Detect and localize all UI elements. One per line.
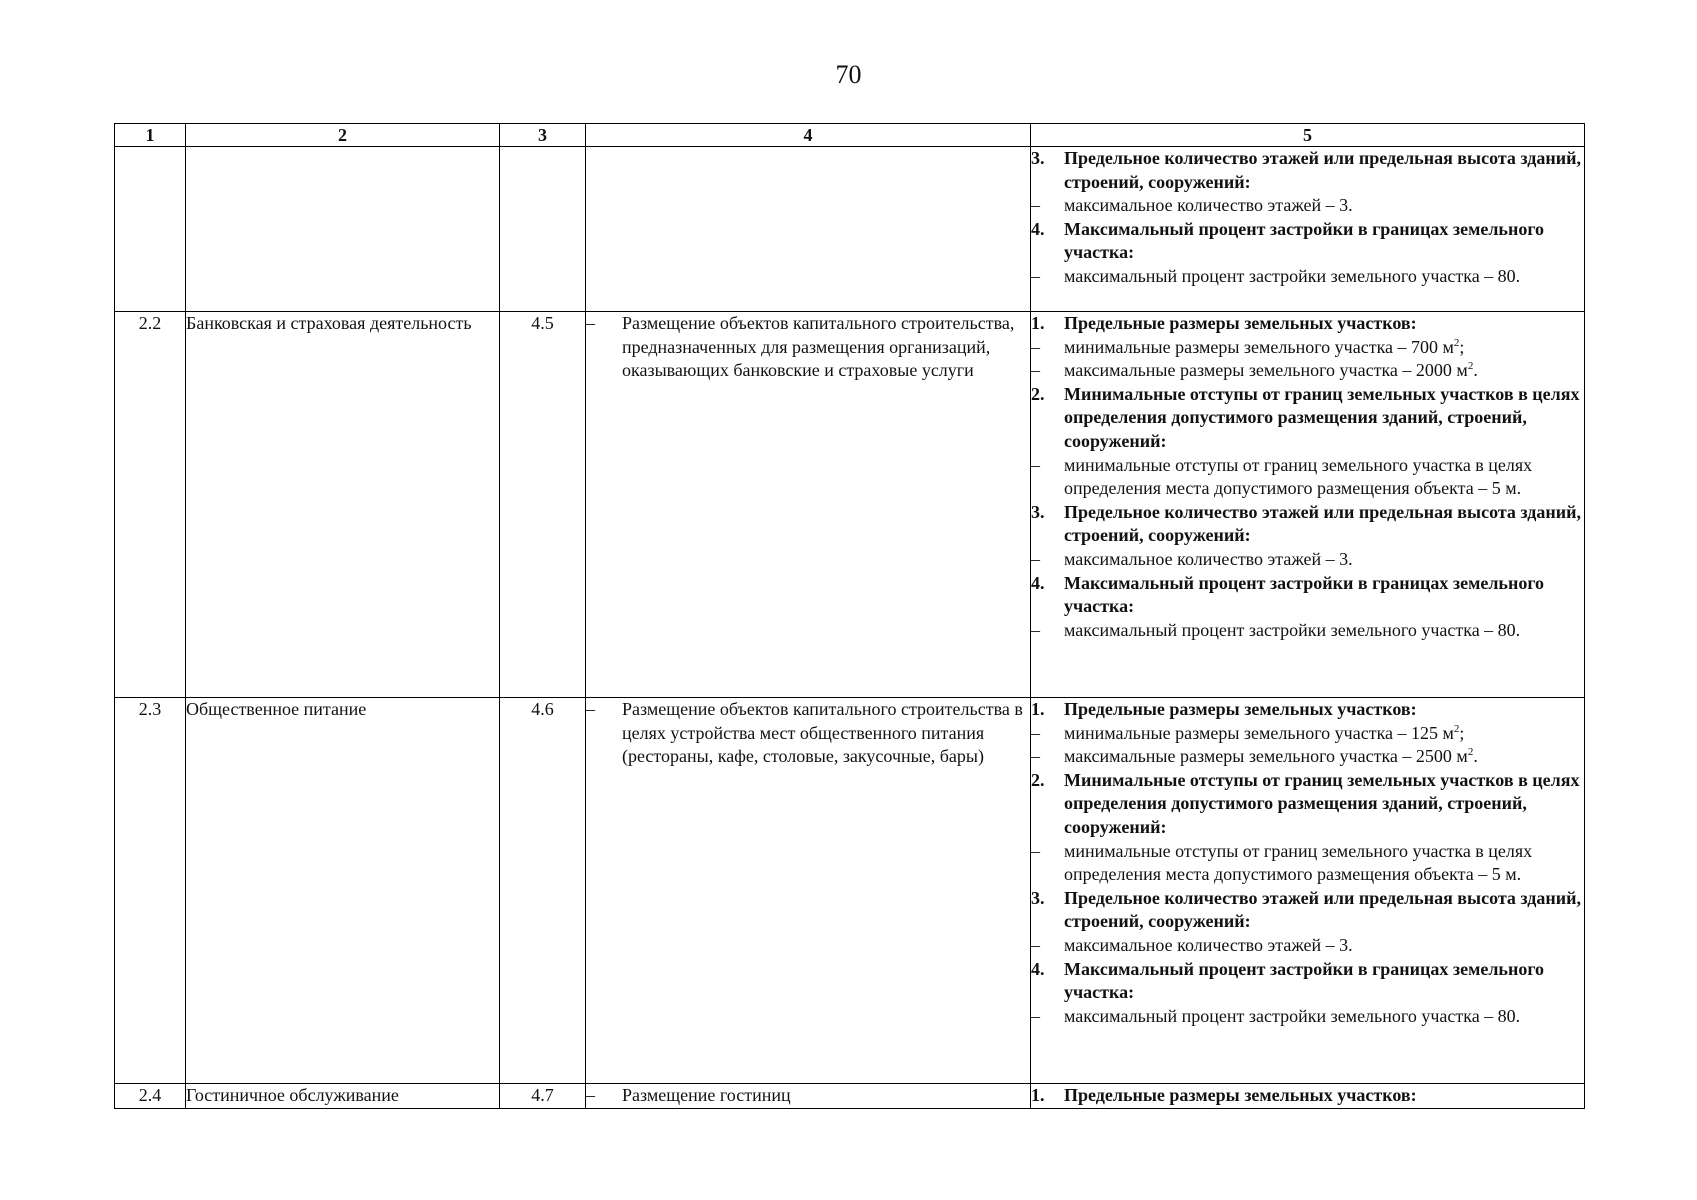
param-number: 2. — [1031, 769, 1045, 790]
param-number: 4. — [1031, 958, 1045, 979]
use-description — [586, 1084, 1031, 1109]
param-number: 1. — [1031, 1085, 1045, 1105]
param-line — [1031, 359, 1584, 383]
param-title: Предельное количество этажей или предельная высота зданий, строений, сооружений: — [1064, 148, 1582, 192]
superscript: 2 — [1467, 360, 1474, 373]
use-text: Размещение объектов капитального строительства, предназначенных для размещения организаций, оказывающих банковские и страховые услуги — [622, 313, 1015, 381]
superscript: 2 — [1453, 722, 1460, 735]
dash-marker: – — [1031, 722, 1040, 743]
table-row — [115, 312, 1585, 698]
dash-marker: – — [586, 313, 595, 333]
dash-marker: – — [1031, 840, 1040, 861]
param-value: максимальный процент застройки земельного участка – 80. — [1064, 1005, 1521, 1026]
param-value-end: . — [1473, 360, 1478, 381]
param-value — [1064, 745, 1584, 769]
param-number: 3. — [1031, 887, 1045, 908]
header-col-4: 4 — [586, 124, 1031, 147]
param-title: Минимальные отступы от границ земельных участков в целях определения допустимого размещения зданий, строений, сооружений: — [1064, 769, 1580, 837]
use-description — [586, 698, 1031, 1084]
param-heading — [1031, 769, 1584, 840]
param-heading — [1031, 147, 1584, 194]
use-name: Общественное питание — [186, 698, 500, 1084]
dash-marker: – — [1031, 360, 1040, 381]
table-row — [115, 698, 1585, 1084]
header-col-3: 3 — [500, 124, 586, 147]
param-title: Минимальные отступы от границ земельных участков в целях определения допустимого размещения зданий, строений, сооружений: — [1064, 383, 1580, 451]
dash-marker: – — [586, 1085, 595, 1105]
param-heading — [1031, 1084, 1584, 1108]
param-value-text: максимальные размеры земельного участка – 2500 м — [1064, 746, 1468, 767]
use-description — [586, 147, 1031, 312]
param-value-text: минимальные размеры земельного участка – 700 м — [1064, 336, 1454, 357]
row-number: 2.4 — [115, 1084, 186, 1109]
param-line — [1031, 548, 1584, 572]
param-title: Предельные размеры земельных участков: — [1064, 1085, 1417, 1105]
param-line — [1031, 934, 1584, 958]
dash-marker: – — [1031, 195, 1040, 216]
param-number: 2. — [1031, 383, 1045, 404]
dash-marker: – — [1031, 619, 1040, 640]
param-line — [1031, 265, 1584, 289]
param-line — [1031, 745, 1584, 769]
param-number: 1. — [1031, 699, 1045, 719]
table-row — [115, 147, 1585, 312]
dash-marker: – — [1031, 746, 1040, 767]
use-description — [586, 312, 1031, 698]
table-header-row — [115, 124, 1585, 147]
param-value: минимальные отступы от границ земельного участка в целях определения места допустимого размещения объекта – 5 м. — [1064, 840, 1533, 885]
table-row — [115, 1084, 1585, 1109]
parameters-cell — [1031, 1084, 1585, 1109]
param-title: Предельное количество этажей или предельная высота зданий, строений, сооружений: — [1064, 501, 1582, 546]
use-code: 4.6 — [500, 698, 586, 1084]
param-line — [1031, 1005, 1584, 1029]
use-text: Размещение гостиниц — [622, 1085, 791, 1105]
param-value-text: минимальные размеры земельного участка – 125 м — [1064, 722, 1454, 743]
param-value — [1064, 359, 1584, 383]
param-line — [1031, 840, 1584, 887]
param-value: минимальные отступы от границ земельного участка в целях определения места допустимого размещения объекта – 5 м. — [1064, 454, 1533, 499]
use-name — [186, 147, 500, 312]
param-value: максимальное количество этажей – 3. — [1064, 195, 1353, 216]
row-number: 2.3 — [115, 698, 186, 1084]
param-value: максимальный процент застройки земельного участка – 80. — [1064, 265, 1521, 286]
param-number: 1. — [1031, 313, 1045, 333]
param-number: 4. — [1031, 218, 1045, 239]
param-number: 4. — [1031, 572, 1045, 593]
param-value: максимальный процент застройки земельного участка – 80. — [1064, 619, 1521, 640]
param-heading — [1031, 312, 1584, 336]
use-item — [586, 312, 1030, 383]
param-title: Предельное количество этажей или предельная высота зданий, строений, сооружений: — [1064, 887, 1582, 932]
param-line — [1031, 619, 1584, 643]
param-line — [1031, 722, 1584, 746]
param-line — [1031, 336, 1584, 360]
superscript: 2 — [1467, 746, 1474, 759]
dash-marker: – — [1031, 265, 1040, 286]
param-heading — [1031, 501, 1584, 548]
header-col-2: 2 — [186, 124, 500, 147]
use-text: Размещение объектов капитального строительства в целях устройства мест общественного питания (рестораны, кафе, столовые, закусочные, бары) — [622, 699, 1023, 767]
page-number: 70 — [835, 60, 862, 89]
dash-marker: – — [1031, 548, 1040, 569]
dash-marker: – — [1031, 934, 1040, 955]
header-col-5: 5 — [1031, 124, 1585, 147]
param-heading — [1031, 958, 1584, 1005]
param-title: Предельные размеры земельных участков: — [1064, 699, 1417, 719]
use-code — [500, 147, 586, 312]
param-heading — [1031, 887, 1584, 934]
parameters-cell — [1031, 147, 1585, 312]
param-heading — [1031, 383, 1584, 454]
param-value-end: ; — [1459, 722, 1465, 743]
zoning-table — [114, 123, 1585, 1109]
parameters-cell — [1031, 698, 1585, 1084]
param-title: Предельные размеры земельных участков: — [1064, 313, 1417, 333]
param-line — [1031, 454, 1584, 501]
param-value-text: максимальные размеры земельного участка – 2000 м — [1064, 360, 1468, 381]
param-value-end: . — [1473, 746, 1478, 767]
use-code: 4.7 — [500, 1084, 586, 1109]
use-name: Гостиничное обслуживание — [186, 1084, 500, 1109]
param-value — [1064, 722, 1584, 746]
param-title: Максимальный процент застройки в границах земельного участка: — [1064, 572, 1545, 617]
header-col-1: 1 — [115, 124, 186, 147]
param-line — [1031, 194, 1584, 218]
row-number: 2.2 — [115, 312, 186, 698]
param-value-end: ; — [1459, 336, 1465, 357]
param-heading — [1031, 572, 1584, 619]
use-code: 4.5 — [500, 312, 586, 698]
superscript: 2 — [1453, 336, 1460, 349]
parameters-cell — [1031, 312, 1585, 698]
dash-marker: – — [586, 699, 595, 719]
param-value — [1064, 336, 1584, 360]
param-number: 3. — [1031, 148, 1045, 168]
use-item — [586, 1084, 1030, 1108]
param-title: Максимальный процент застройки в границах земельного участка: — [1064, 218, 1545, 263]
use-item — [586, 698, 1030, 769]
param-title: Максимальный процент застройки в границах земельного участка: — [1064, 958, 1545, 1003]
param-heading — [1031, 218, 1584, 265]
use-name: Банковская и страховая деятельность — [186, 312, 500, 698]
row-number — [115, 147, 186, 312]
param-heading — [1031, 698, 1584, 722]
dash-marker: – — [1031, 454, 1040, 475]
dash-marker: – — [1031, 1005, 1040, 1026]
param-value: максимальное количество этажей – 3. — [1064, 548, 1353, 569]
dash-marker: – — [1031, 336, 1040, 357]
param-value: максимальное количество этажей – 3. — [1064, 934, 1353, 955]
param-number: 3. — [1031, 501, 1045, 522]
